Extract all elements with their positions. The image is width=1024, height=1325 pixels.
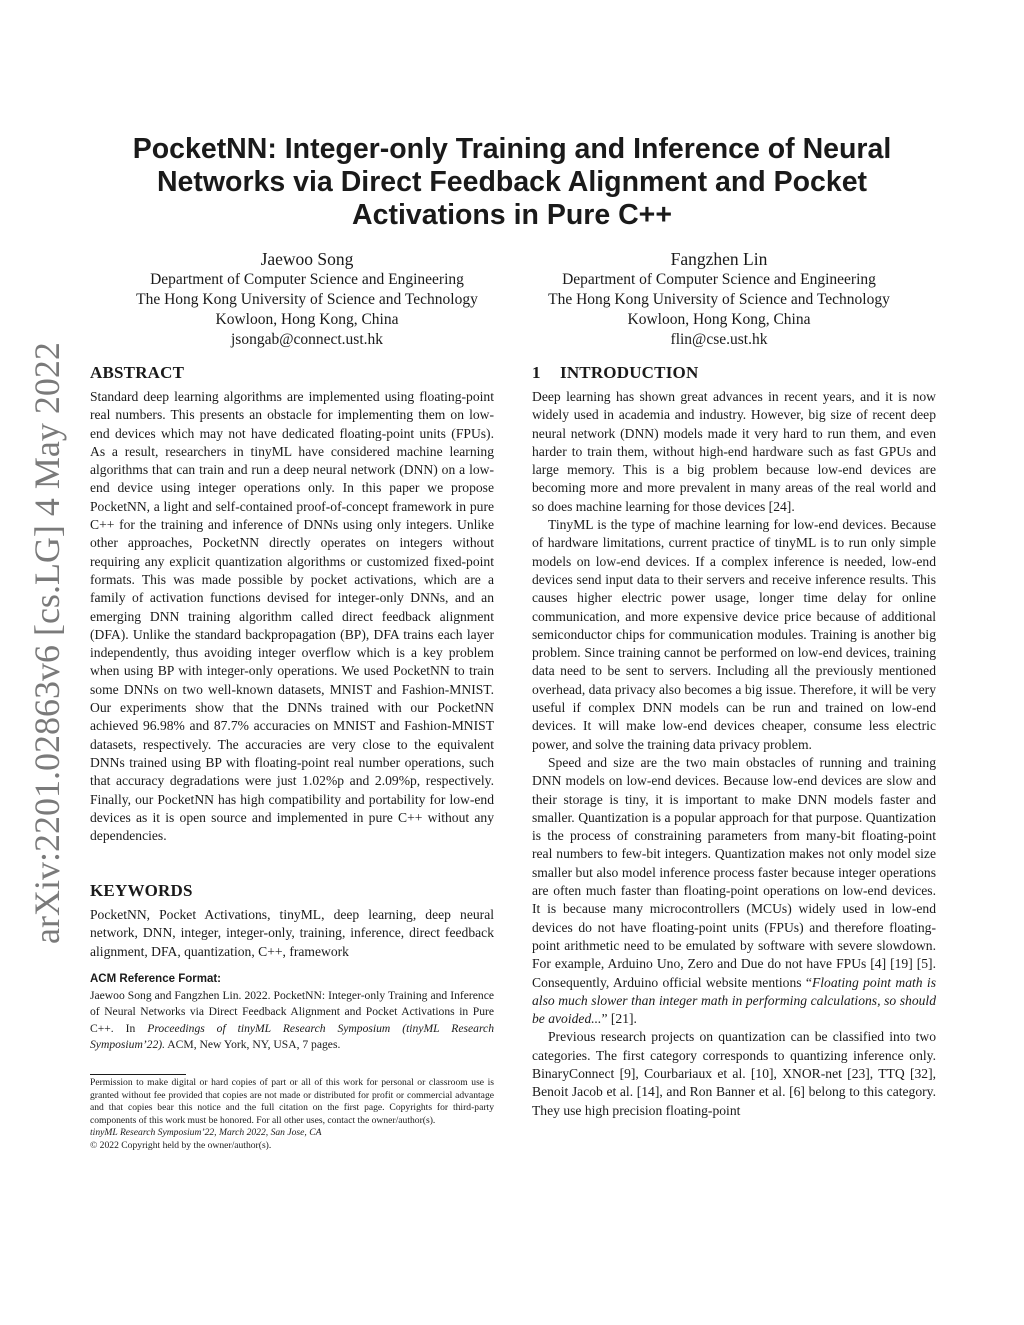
title-line: PocketNN: Integer-only Training and Inference of Neural (132, 133, 892, 165)
permission-notice: Permission to make digital or hard copies of part or all of this work for personal or classroom use is granted without fee provided that copies are not made or distributed for profit or commercial advantage and that copies bear this notice and the full citation on the first page. Copyrights for third-party components of this work must be honored. For all other uses, contact the owner/author(s). (90, 1077, 494, 1126)
intro-paragraph-text: Speed and size are the two main obstacles of running and training DNN models on low-end devices. Because low-end devices are slow and their storage is tiny, it is important to make DNN models faster and smaller. Quantization is a popular approach for that purpose. Quantization is the process of constraining parameters from many-bit floating-point real numbers to few-bit integers. Quantization makes not only model size smaller but also model inference process faster because integer operations are often much faster than floating-point operations on low-end devices. It is because many microcontrollers (MCUs) widely used in low-end devices do not have floating-point units (FPUs) and therefore floating-point arithmetic need to be emulated by software with severe slowdown. For example, Arduino Uno, Zero and Due do not have FPUs [4] [19] [5]. Consequently, Arduino official website mentions “ (532, 754, 936, 990)
copyright-line: © 2022 Copyright held by the owner/author(s). (90, 1139, 272, 1151)
author-department: Department of Computer Science and Engineering (562, 271, 876, 288)
author-location: Kowloon, Hong Kong, China (215, 311, 399, 328)
author-university: The Hong Kong University of Science and Technology (548, 291, 890, 308)
keywords-heading: KEYWORDS (90, 881, 193, 900)
title-line: Activations in Pure C++ (352, 199, 672, 231)
intro-paragraph: TinyML is the type of machine learning for low-end devices. Because of hardware limitations, current practice of tinyML is to run only simple models on low-end devices. If a complex inference is needed, low-end devices send input data to their servers and receive inference results. This causes higher electric power usage, longer time delay for online communication, and more expensive device price because of additional semiconductor chips for communication modules. Training is another big problem. Since training cannot be performed on low-end devices, training data need to be sent to servers. Including all the previously mentioned overhead, data privacy also becomes a big issue. Therefore, it will be very useful if complex DNN models can be run and trained on low-end devices. It will make low-end devices cheaper, consume less electric power, and solve the training data privacy problem. (532, 517, 936, 752)
title-line: Networks via Direct Feedback Alignment and Pocket (156, 166, 868, 198)
acm-reference-text (90, 988, 494, 1054)
intro-quote: Floating point math is also much slower than integer math in performing calculations, so should be avoided... (532, 974, 936, 1027)
paper-title (110, 133, 914, 232)
author-block-1 (97, 249, 517, 350)
acm-reference-publisher: ACM, New York, NY, USA, 7 pages. (165, 1038, 341, 1052)
acm-reference-section (90, 971, 494, 1054)
acm-reference-heading: ACM Reference Format: (90, 973, 221, 985)
author-block-2 (509, 249, 929, 350)
copyright-footnote (90, 1077, 494, 1153)
section-number: 1 (532, 363, 541, 382)
abstract-text: Standard deep learning algorithms are implemented using floating-point real numbers. This presents an obstacle for implementing them on low-end devices which may not have dedicated floating-point units (FPUs). As a result, researchers in tinyML have considered machine learning algorithms that can train and run a deep neural network (DNN) on a low-end device using integer operations only. In this paper we propose PocketNN, a light and self-contained proof-of-concept framework in pure C++ for the training and inference of DNNs using only integers. Unlike other approaches, PocketNN directly operates on integers without requiring any explicit quantization algorithms or customized fixed-point formats. This was made possible by pocket activations, which are a family of activation functions devised for integer-only DNNs, and an emerging DNN training algorithm called direct feedback alignment (DFA). Unlike the standard backpropagation (BP), DFA trains each layer independently, thus avoiding integer overflow which is a key problem when using BP with integer-only operations. We used PocketNN to train some DNNs on two well-known datasets, MNIST and Fashion-MNIST. Our experiments show that the DNNs trained with our PocketNN achieved 96.98% and 87.7% accuracies on MNIST and Fashion-MNIST datasets, respectively. The accuracies are very close to the equivalent DNNs trained using BP with floating-point real number operations, such that accuracy degradations were just 1.02%p and 2.09%p, respectively. Finally, our PocketNN has high compatibility and portability for low-end devices as it is open source and implemented in pure C++ without any dependencies. (90, 389, 494, 844)
author-name: Jaewoo Song (260, 249, 354, 269)
author-name: Fangzhen Lin (670, 249, 768, 269)
venue-line (90, 1127, 494, 1140)
keywords-section (90, 881, 494, 961)
intro-paragraph: Previous research projects on quantization can be classified into two categories. The first category corresponds to quantizing inference only. BinaryConnect [9], Courbariaux et al. [10], XNOR-net [23], TTQ [32], Benoit Jacob et al. [14], and Ron Banner et al. [6] belong to this category. They use high precision floating-point (532, 1029, 936, 1118)
section-title: INTRODUCTION (560, 363, 699, 382)
acm-reference-citation: Jaewoo Song and Fangzhen Lin. 2022. PocketNN: Integer-only Training and Inference of Neural Networks via Direct Feedback Alignment and Pocket Activations in Pure C++. In (90, 989, 494, 1035)
arxiv-identifier: arXiv:2201.02863v6 [cs.LG] 4 May 2022 (27, 342, 67, 944)
introduction-heading (532, 363, 936, 383)
intro-paragraph-text: ” [21]. (601, 1011, 637, 1027)
author-email[interactable]: jsongab@connect.ust.hk (230, 331, 384, 348)
author-department: Department of Computer Science and Engineering (150, 271, 464, 288)
intro-paragraph (532, 754, 936, 1028)
author-location: Kowloon, Hong Kong, China (627, 311, 811, 328)
keywords-text: PocketNN, Pocket Activations, tinyML, deep learning, deep neural network, DNN, integer, integer-only, training, inference, direct feedback alignment, DFA, quantization, C++, framework (90, 907, 494, 959)
intro-paragraph: Deep learning has shown great advances in recent years, and it is now widely used in academia and industry. However, big size of recent deep neural network (DNN) models made it very hard to run them, and even harder to train them, without high-end hardware such as fast GPUs and large memory. This is a big problem because low-end devices are becoming more and more prevalent in many areas of the real world and so does machine learning for those devices [24]. (532, 389, 936, 514)
author-university: The Hong Kong University of Science and Technology (136, 291, 478, 308)
author-email[interactable]: flin@cse.ust.hk (670, 331, 768, 348)
abstract-heading: ABSTRACT (90, 363, 185, 382)
acm-reference-proceedings: Proceedings of tinyML Research Symposium (tinyML Research Symposium’22). (90, 1021, 494, 1052)
footnote-rule (90, 1074, 186, 1075)
introduction-section (532, 363, 936, 1120)
venue-text: tinyML Research Symposium’22, March 2022, San Jose, CA (90, 1127, 322, 1139)
abstract-section (90, 363, 494, 845)
